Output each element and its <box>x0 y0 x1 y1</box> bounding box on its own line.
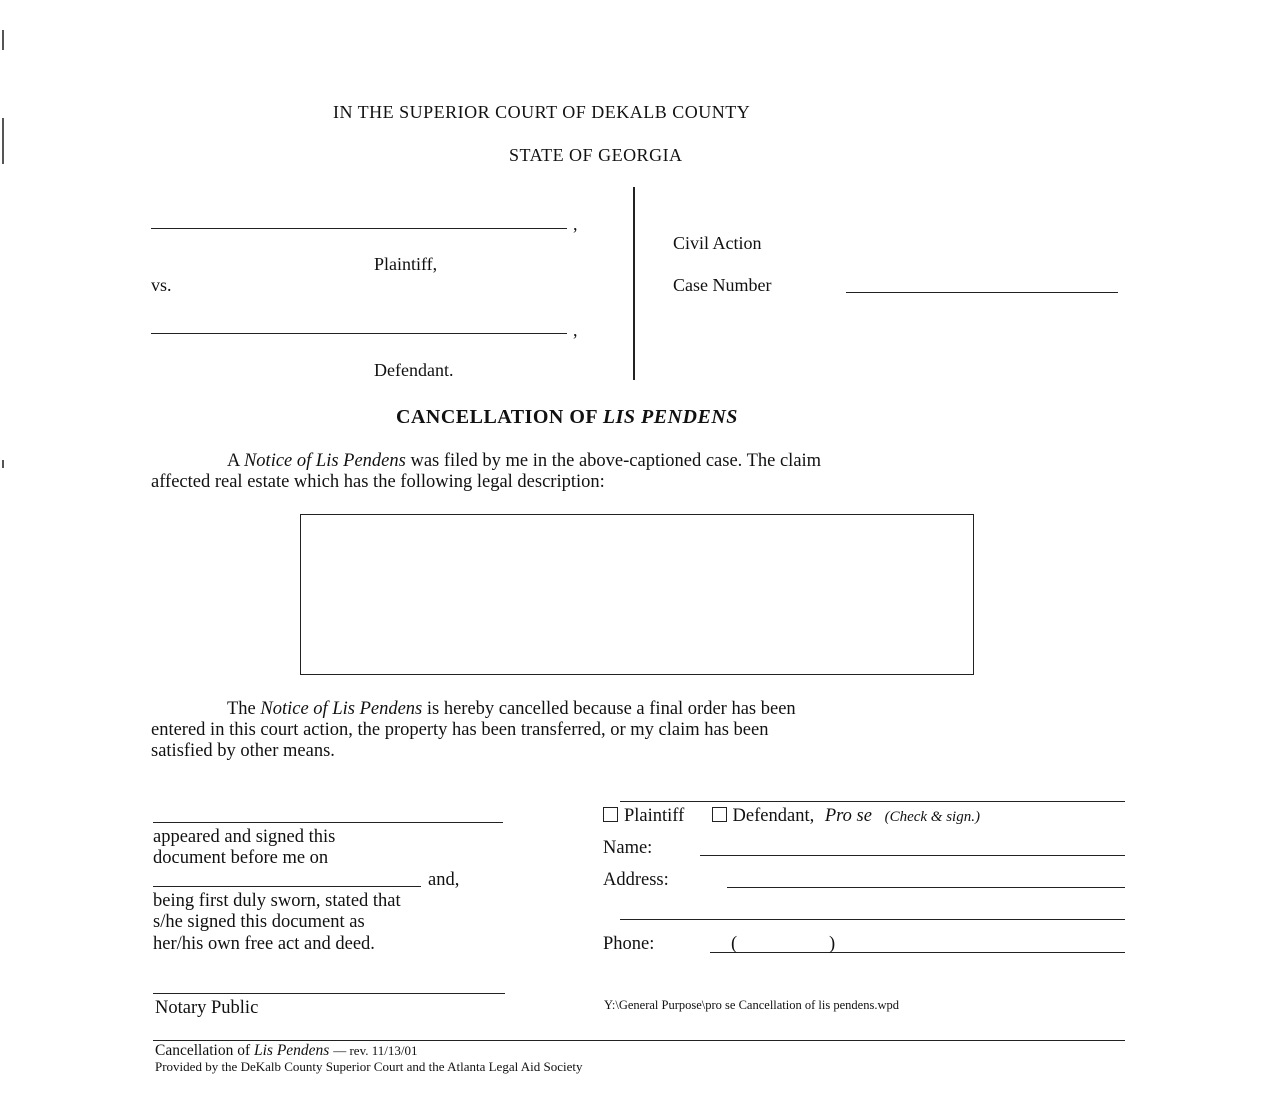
plaintiff-comma: , <box>573 214 578 234</box>
address-field-line-1[interactable] <box>727 887 1125 888</box>
case-number-label: Case Number <box>673 275 772 295</box>
case-number-line[interactable] <box>846 292 1118 293</box>
footer-line-1 <box>155 1042 417 1060</box>
p1-text-a: A <box>227 451 240 471</box>
state-heading: STATE OF GEORGIA <box>509 145 683 165</box>
defendant-checkbox[interactable] <box>712 807 727 822</box>
footer-line-2: Provided by the DeKalb County Superior Court and the Atlanta Legal Aid Society <box>155 1059 583 1074</box>
address-field-line-2[interactable] <box>620 919 1125 920</box>
notary-line-1: appeared and signed this <box>153 827 336 847</box>
name-label: Name: <box>603 838 653 858</box>
plaintiff-label: Plaintiff, <box>374 254 438 274</box>
phone-open-paren: ( <box>731 934 738 954</box>
legal-description-box[interactable] <box>300 514 974 675</box>
paragraph-1-line-1 <box>227 451 821 472</box>
footer-rule <box>153 1040 1125 1041</box>
notary-line-2: document before me on <box>153 848 329 868</box>
title-prefix: CANCELLATION OF <box>396 406 598 428</box>
signer-signature-line[interactable] <box>620 801 1125 802</box>
civil-action-label: Civil Action <box>673 233 762 253</box>
pro-se-label: Pro se <box>824 806 872 826</box>
scan-mark <box>2 460 4 468</box>
notary-and: and, <box>428 870 460 890</box>
defendant-name-line[interactable] <box>151 333 567 334</box>
paragraph-2-line-2: entered in this court action, the property has been transferred, or my claim has been <box>151 720 769 740</box>
p1-italic: Notice of Lis Pendens <box>243 451 406 471</box>
address-label: Address: <box>603 870 669 890</box>
caption-divider <box>633 187 635 380</box>
footer-text-a: Cancellation of <box>155 1042 251 1059</box>
footer-text-b: — rev. 11/13/01 <box>333 1043 418 1058</box>
plaintiff-name-line[interactable] <box>151 228 567 229</box>
plaintiff-checkbox[interactable] <box>603 807 618 822</box>
document-title <box>396 406 738 429</box>
footer-italic: Lis Pendens <box>254 1042 330 1059</box>
notary-public-label: Notary Public <box>155 998 259 1018</box>
paragraph-2-line-1 <box>227 699 796 720</box>
defendant-checkbox-label: Defendant, <box>732 806 815 826</box>
p2-text-a: The <box>227 699 256 719</box>
phone-label: Phone: <box>603 934 655 954</box>
title-italic: LIS PENDENS <box>602 406 738 428</box>
affiant-name-line[interactable] <box>153 822 503 823</box>
file-path: Y:\General Purpose\pro se Cancellation of lis pendens.wpd <box>604 998 899 1012</box>
notary-line-6: her/his own free act and deed. <box>153 934 375 954</box>
p2-italic: Notice of Lis Pendens <box>260 699 423 719</box>
phone-field-line[interactable] <box>710 952 1125 953</box>
defendant-comma: , <box>573 320 578 340</box>
notary-line-4: being first duly sworn, stated that <box>153 891 401 911</box>
name-field-line[interactable] <box>700 855 1125 856</box>
plaintiff-checkbox-label: Plaintiff <box>624 806 685 826</box>
scan-mark <box>2 30 4 50</box>
check-sign-note: (Check & sign.) <box>884 809 980 825</box>
notary-date-line[interactable] <box>153 886 421 887</box>
p2-text-b: is hereby cancelled because a final order has been <box>426 699 796 719</box>
vs-label: vs. <box>151 275 172 295</box>
defendant-label: Defendant. <box>374 360 454 380</box>
phone-close-paren: ) <box>829 934 836 954</box>
scan-mark <box>2 118 4 164</box>
court-heading: IN THE SUPERIOR COURT OF DEKALB COUNTY <box>333 102 751 122</box>
notary-line-5: s/he signed this document as <box>153 912 365 932</box>
paragraph-2-line-3: satisfied by other means. <box>151 741 335 761</box>
p1-text-b: was filed by me in the above-captioned case. The claim <box>410 451 822 471</box>
notary-signature-line[interactable] <box>153 993 505 994</box>
paragraph-1-line-2: affected real estate which has the following legal description: <box>151 472 605 492</box>
party-checkboxes <box>603 806 980 827</box>
